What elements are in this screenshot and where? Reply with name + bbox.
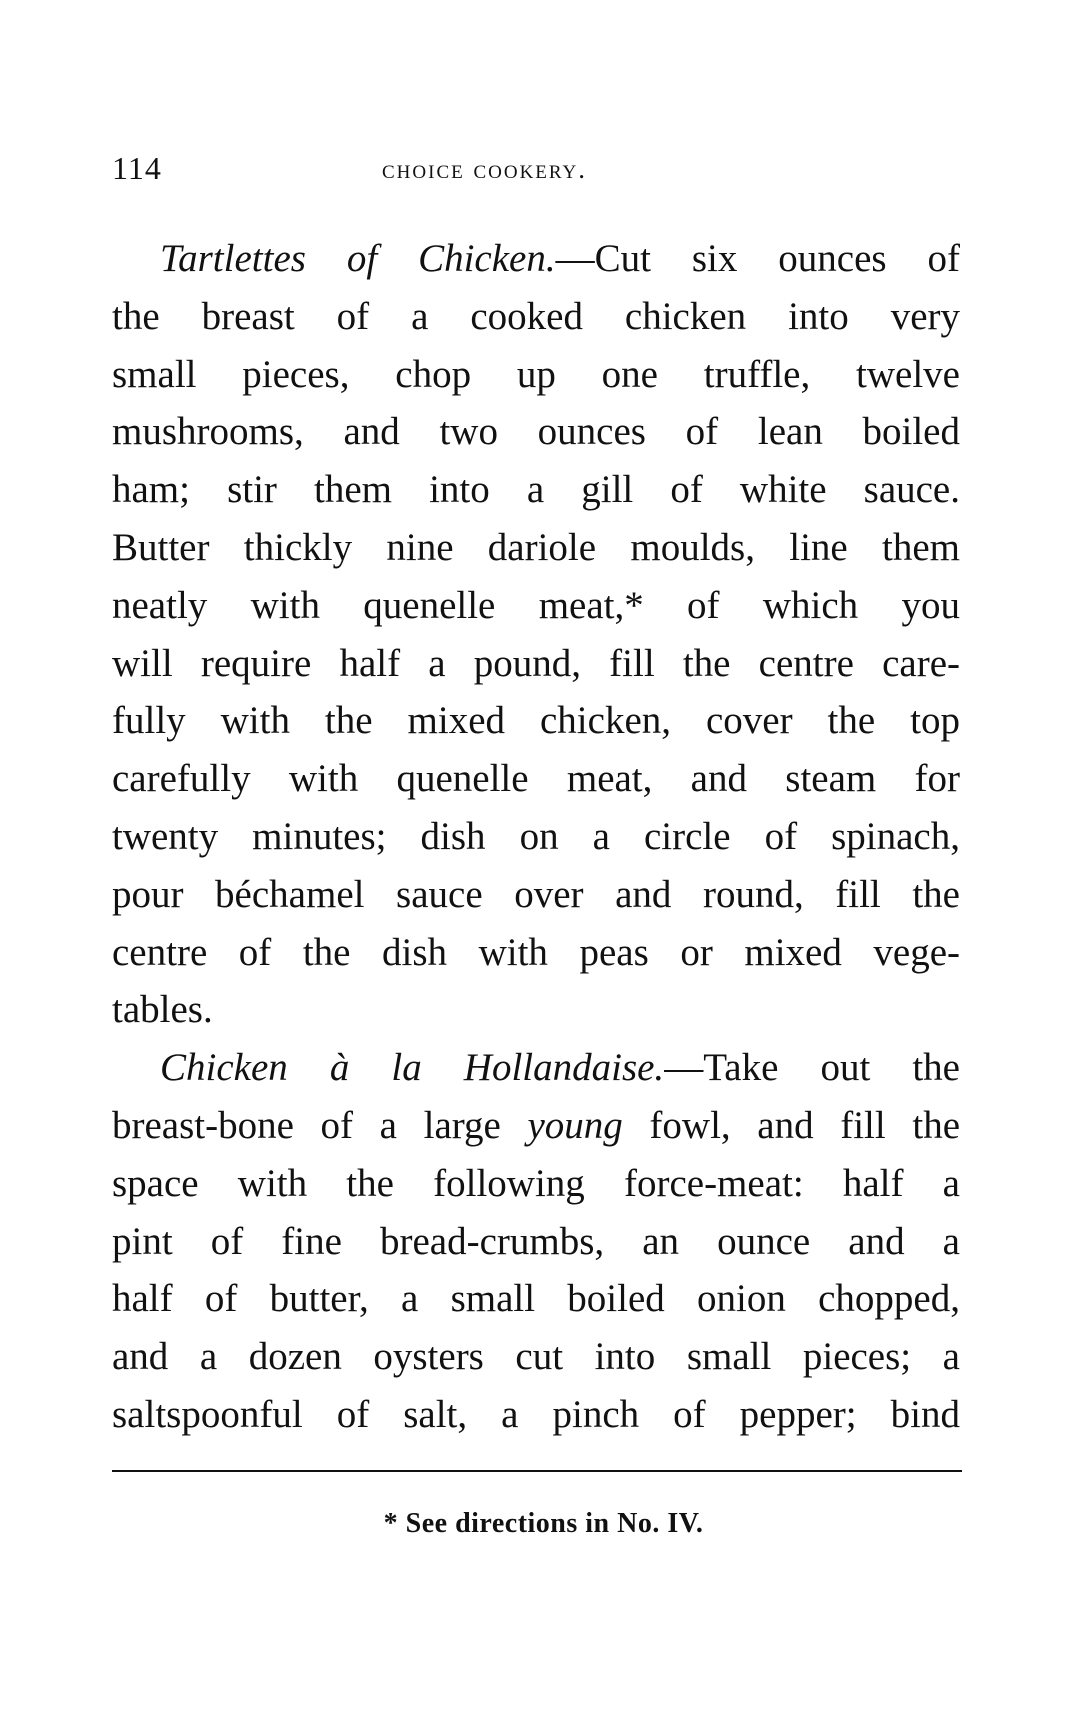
text-line: neatly with quenelle meat,* of which you <box>112 583 960 627</box>
text-line: small pieces, chop up one truffle, twelve <box>112 352 960 396</box>
text-line: Tartlettes of Chicken.—Cut six ounces of <box>160 237 960 280</box>
text-line: saltspoonful of salt, a pinch of pepper; bind <box>112 1392 960 1436</box>
text-line: half of butter, a small boiled onion chopped, <box>112 1277 960 1321</box>
text-line: the breast of a cooked chicken into very <box>112 294 960 338</box>
recipe-chicken-a-la-hollandaise <box>112 1039 960 1444</box>
page-number: 114 <box>112 150 162 186</box>
footnote: * See directions in No. IV. <box>383 1508 704 1539</box>
text-line: pint of fine bread-crumbs, an ounce and a <box>112 1219 960 1263</box>
text-line: Butter thickly nine dariole moulds, line them <box>112 525 960 569</box>
text-line: twenty minutes; dish on a circle of spinach, <box>112 814 960 858</box>
text-line: will require half a pound, fill the centre care- <box>112 641 960 685</box>
text-line: and a dozen oysters cut into small pieces; a <box>112 1335 960 1379</box>
footnote-rule <box>112 1470 962 1472</box>
text-line: space with the following force-meat: half a <box>112 1161 960 1205</box>
running-title: choice cookery. <box>382 154 588 184</box>
emphasis: young <box>527 1103 623 1147</box>
body-text <box>112 230 960 1444</box>
text-line: pour béchamel sauce over and round, fill the <box>112 872 960 916</box>
recipe-tartlettes-of-chicken <box>112 230 960 1039</box>
recipe-title: Tartlettes of Chicken. <box>160 237 556 280</box>
text-line: tables. <box>112 988 213 1032</box>
running-head <box>112 150 962 200</box>
text-line: mushrooms, and two ounces of lean boiled <box>112 410 960 454</box>
text-line: ham; stir them into a gill of white sauce. <box>112 468 960 512</box>
text-line: carefully with quenelle meat, and steam for <box>112 757 960 801</box>
recipe-title: Chicken à la Hollandaise. <box>160 1046 665 1090</box>
text-line: centre of the dish with peas or mixed vege- <box>112 930 960 974</box>
text-line: fully with the mixed chicken, cover the top <box>112 699 960 743</box>
text-line: Chicken à la Hollandaise.—Take out the <box>160 1046 960 1090</box>
text-line: breast-bone of a large young fowl, and fill the <box>112 1103 960 1147</box>
